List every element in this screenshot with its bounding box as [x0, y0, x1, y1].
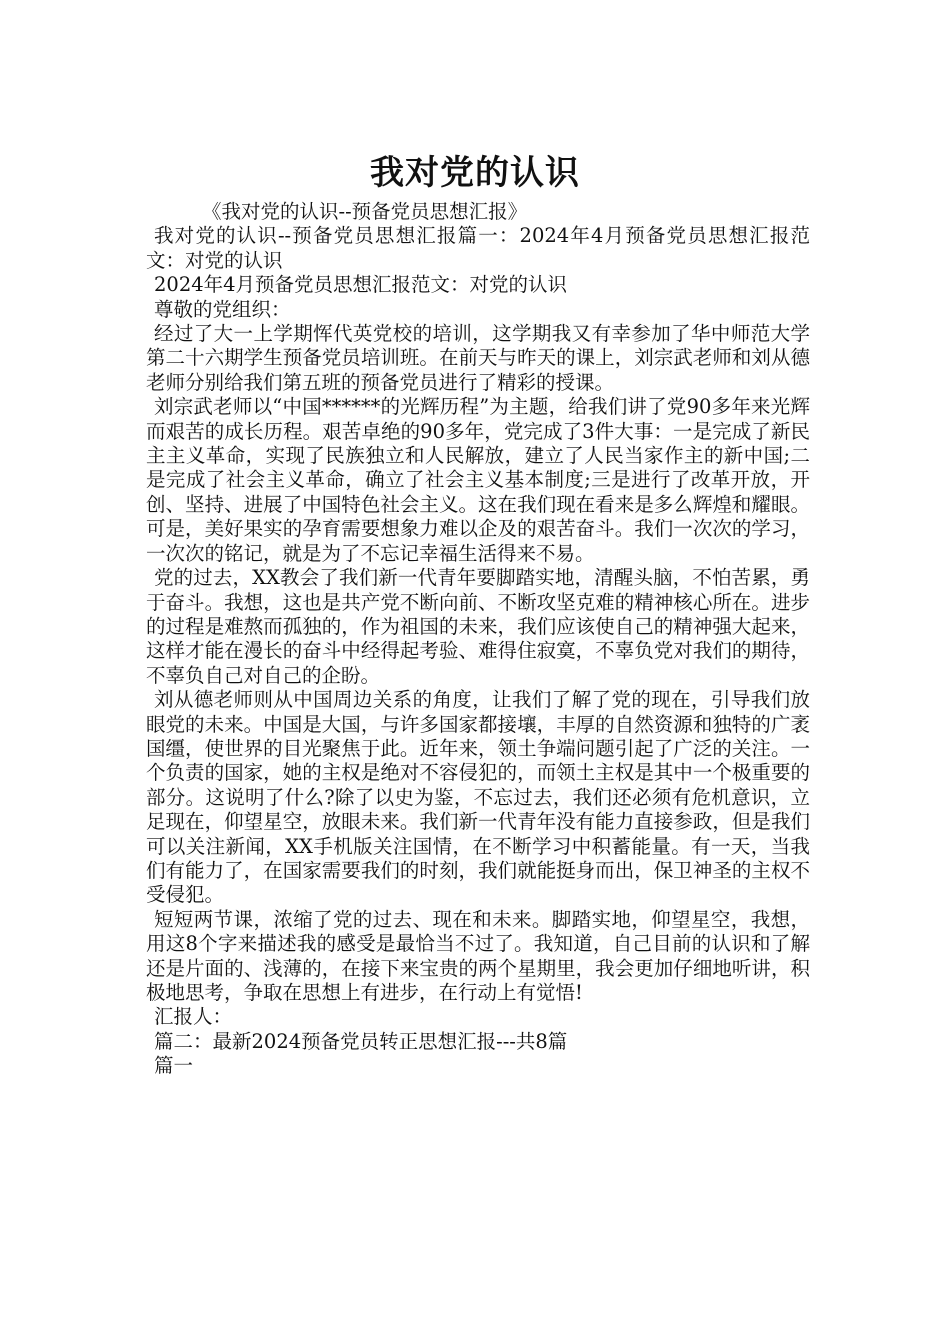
body-paragraph: 2024年4月预备党员思想汇报范文：对党的认识	[154, 273, 568, 297]
salutation: 尊敬的党组织：	[154, 297, 291, 321]
subtitle-paragraph: 《我对党的认识--预备党员思想汇报》	[202, 200, 528, 223]
body-paragraph: 我对党的认识--预备党员思想汇报篇一：2024年4月预备党员思想汇报范文：对党的认识	[146, 224, 810, 272]
body-paragraph: 刘从德老师则从中国周边关系的角度，让我们了解了党的现在，引导我们放眼党的未来。中国是大国，与许多国家都接壤，丰厚的自然资源和独特的广袤国缰，使世界的目光聚焦于此。近年来，领土争端问题引起了广泛的关注。一个负责的国家，她的主权是绝对不容侵犯的，而领土主权是其中一个极重要的部分。这说明了什么?除了以史为鉴，不忘过去，我们还必须有危机意识，立足现在，仰望星空，放眼未来。我们新一代青年没有能力直接参政，但是我们可以关注新闻，XX手机版关注国情，在不断学习中积蓄能量。有一天，当我们有能力了，在国家需要我们的时刻，我们就能挺身而出，保卫神圣的主权不受侵犯。	[146, 688, 810, 907]
body-paragraph: 党的过去，XX教会了我们新一代青年要脚踏实地，清醒头脑，不怕苦累，勇于奋斗。我想，这也是共产党不断向前、不断攻坚克难的精神核心所在。进步的过程是难熬而孤独的，作为祖国的未来，我们应该使自己的精神强大起来，这样才能在漫长的奋斗中经得起考验、难得住寂寞，不辜负党对我们的期待，不辜负自己对自己的企盼。	[146, 566, 810, 687]
signature-line: 汇报人：	[154, 1005, 233, 1029]
section-heading: 篇一	[154, 1054, 194, 1078]
document-body	[146, 200, 810, 1079]
body-paragraph: 短短两节课，浓缩了党的过去、现在和未来。脚踏实地，仰望星空，我想，用这8个字来描述我的感受是最恰当不过了。我知道，自己目前的认识和了解还是片面的、浅薄的，在接下来宝贵的两个星期里，我会更加仔细地听讲，积极地思考，争取在思想上有进步，在行动上有觉悟!	[146, 907, 810, 1004]
body-paragraph: 刘宗武老师以“中国******的光辉历程”为主题，给我们讲了党90多年来光辉而艰苦的成长历程。艰苦卓绝的90多年，党完成了3件大事：一是完成了新民主主义革命，实现了民族独立和人民解放，建立了人民当家作主的新中国;二是完成了社会主义革命，确立了社会主义基本制度;三是进行了改革开放，开创、坚持、进展了中国特色社会主义。这在我们现在看来是多么辉煌和耀眼。可是，美好果实的孕育需要想象力难以企及的艰苦奋斗。我们一次次的学习，一次次的铭记，就是为了不忘记幸福生活得来不易。	[146, 395, 810, 565]
body-paragraph: 经过了大一上学期恽代英党校的培训，这学期我又有幸参加了华中师范大学第二十六期学生预备党员培训班。在前天与昨天的课上，刘宗武老师和刘从德老师分别给我们第五班的预备党员进行了精彩的授课。	[146, 322, 810, 394]
document-title: 我对党的认识	[370, 152, 580, 193]
section-heading: 篇二：最新2024预备党员转正思想汇报---共8篇	[154, 1029, 568, 1053]
